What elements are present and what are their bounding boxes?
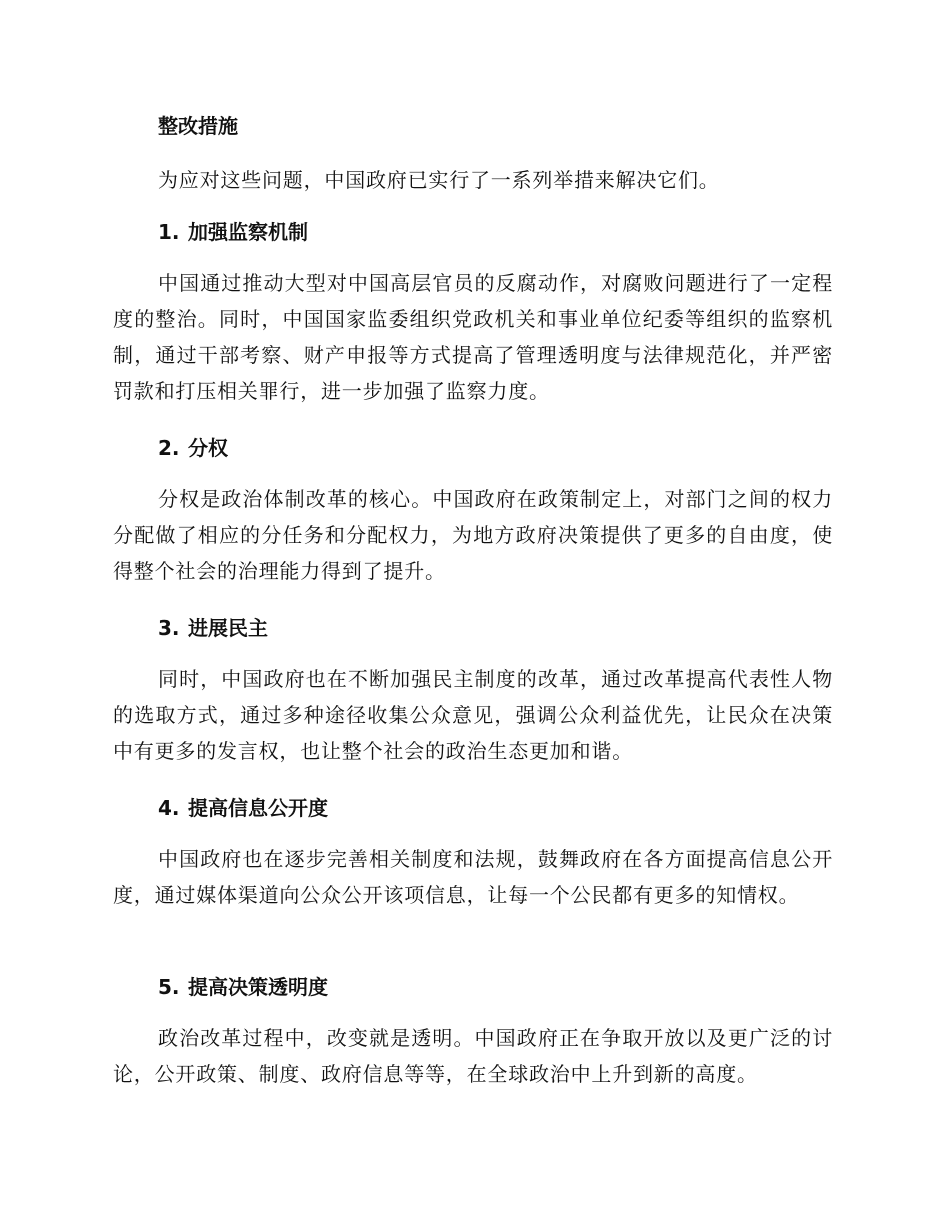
section-2-heading bbox=[158, 434, 228, 462]
section-1-heading bbox=[158, 218, 308, 246]
section-2-title: 分权 bbox=[188, 436, 228, 460]
intro-paragraph: 为应对这些问题，中国政府已实行了一系列举措来解决它们。 bbox=[158, 168, 720, 192]
section-3-heading bbox=[158, 614, 268, 642]
section-1-title: 加强监察机制 bbox=[188, 220, 308, 244]
section-4-number: 4. bbox=[158, 796, 180, 820]
section-3-title: 进展民主 bbox=[188, 616, 268, 640]
section-4-heading bbox=[158, 794, 328, 822]
section-3-body: 同时，中国政府也在不断加强民主制度的改革，通过改革提高代表性人物的选取方式，通过多种途径收集公众意见，强调公众利益优先，让民众在决策中有更多的发言权，也让整个社会的政治生态更加和谐。 bbox=[113, 667, 833, 763]
section-5-heading bbox=[158, 973, 328, 1001]
section-5-number: 5. bbox=[158, 975, 180, 999]
section-1-number: 1. bbox=[158, 220, 180, 244]
section-2-body: 分权是政治体制改革的核心。中国政府在政策制定上，对部门之间的权力分配做了相应的分任务和分配权力，为地方政府决策提供了更多的自由度，使得整个社会的治理能力得到了提升。 bbox=[113, 487, 833, 583]
section-2-number: 2. bbox=[158, 436, 180, 460]
section-4-body: 中国政府也在逐步完善相关制度和法规，鼓舞政府在各方面提高信息公开度，通过媒体渠道向公众公开该项信息，让每一个公民都有更多的知情权。 bbox=[113, 847, 833, 907]
section-5-body: 政治改革过程中，改变就是透明。中国政府正在争取开放以及更广泛的讨论，公开政策、制度、政府信息等等，在全球政治中上升到新的高度。 bbox=[113, 1026, 833, 1086]
document-title: 整改措施 bbox=[158, 114, 238, 138]
section-1-body: 中国通过推动大型对中国高层官员的反腐动作，对腐败问题进行了一定程度的整治。同时，中国国家监委组织党政机关和事业单位纪委等组织的监察机制，通过干部考察、财产申报等方式提高了管理透明度与法律规范化，并严密罚款和打压相关罪行，进一步加强了监察力度。 bbox=[113, 271, 833, 403]
section-3-number: 3. bbox=[158, 616, 180, 640]
section-5-title: 提高决策透明度 bbox=[188, 975, 328, 999]
section-4-title: 提高信息公开度 bbox=[188, 796, 328, 820]
